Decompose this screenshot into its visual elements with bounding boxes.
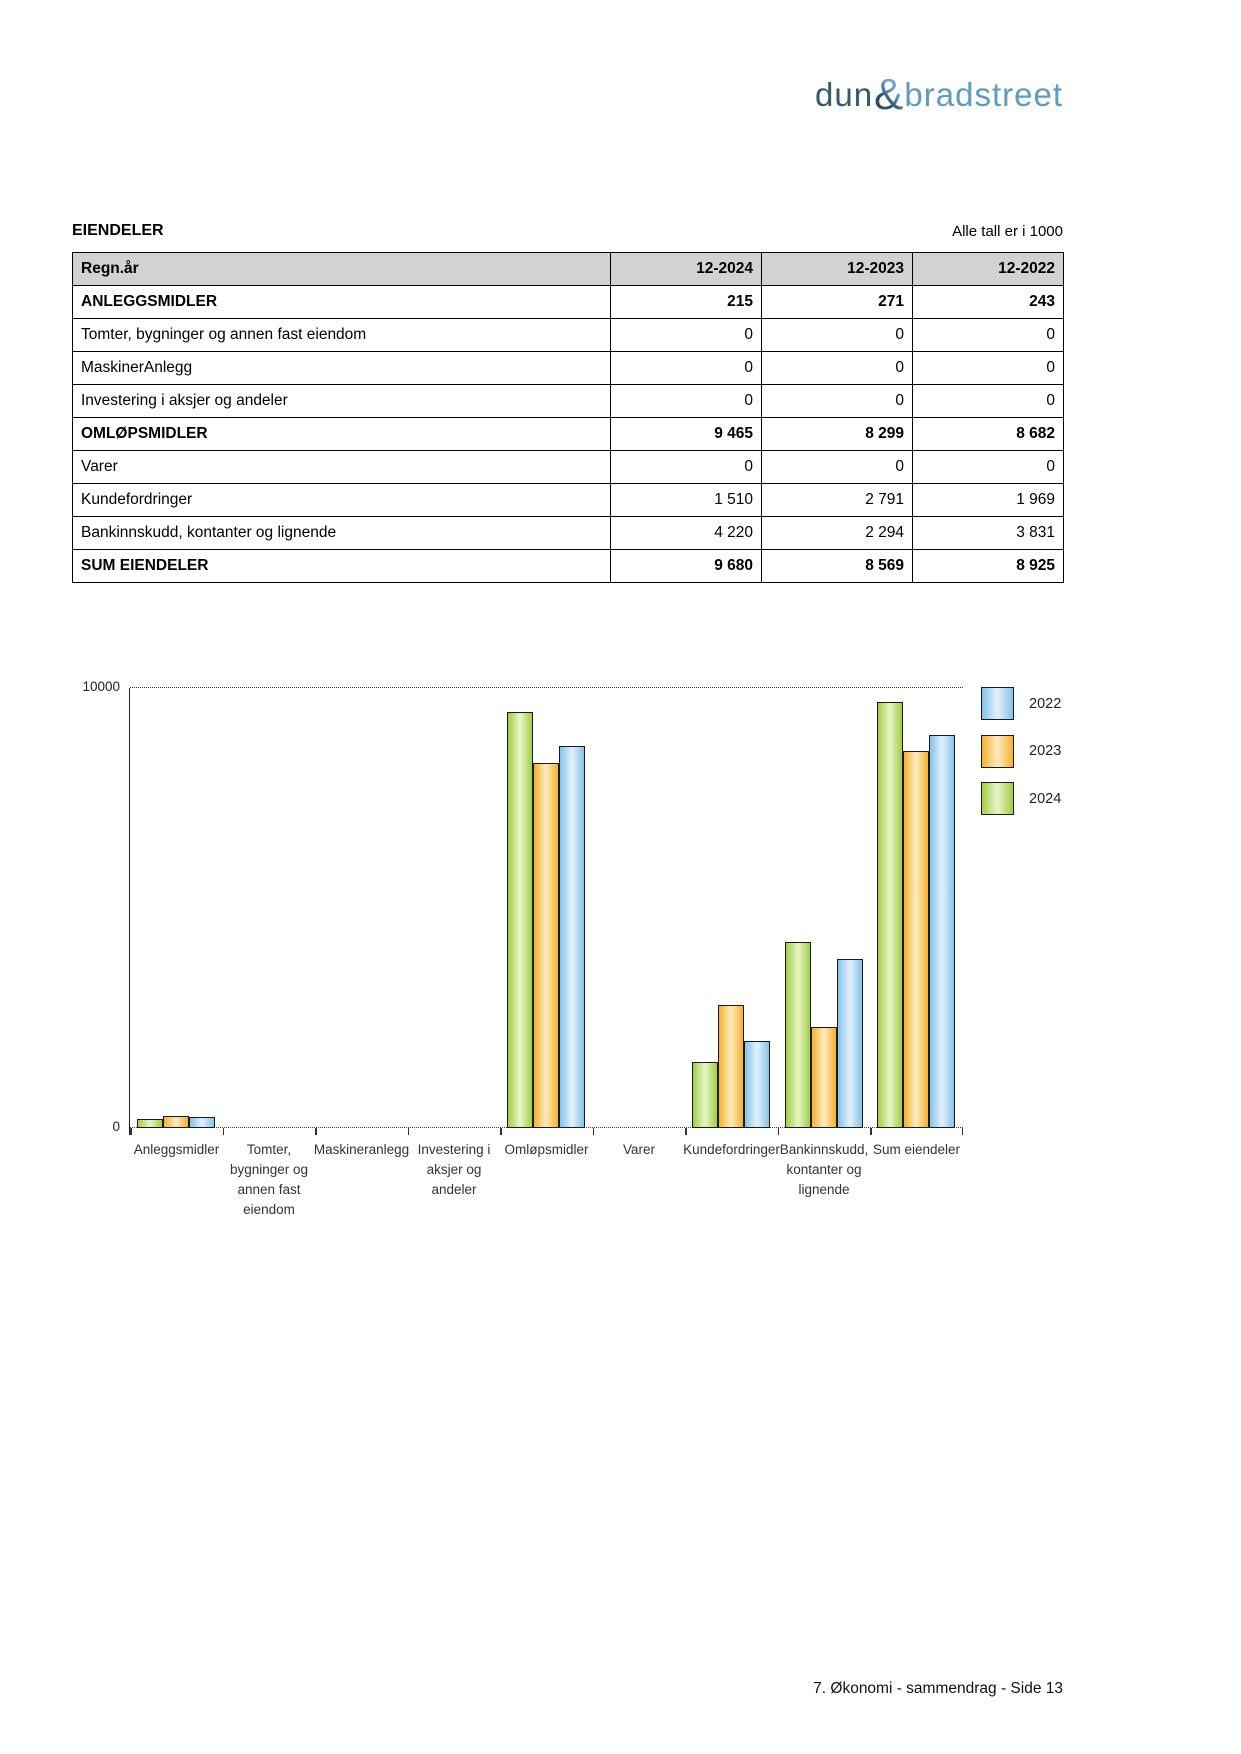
row-value: 243 (913, 286, 1064, 319)
y-tick-label-10000: 10000 (82, 679, 120, 694)
row-label: OMLØPSMIDLER (73, 418, 611, 451)
row-value: 0 (611, 451, 762, 484)
y-axis-line (129, 688, 131, 1135)
legend-label-2024: 2024 (1029, 790, 1062, 807)
row-value: 9 680 (611, 550, 762, 583)
row-value: 215 (611, 286, 762, 319)
legend-item-2023 (981, 735, 1061, 768)
axis-tick (130, 1128, 132, 1135)
logo-text-bradstreet: bradstreet (904, 76, 1063, 113)
table-row (73, 451, 1064, 484)
table-row (73, 484, 1064, 517)
section-title: EIENDELER (72, 222, 164, 239)
bar-2024 (137, 1119, 163, 1128)
row-label: MaskinerAnlegg (73, 352, 611, 385)
row-value: 271 (762, 286, 913, 319)
assets-table (72, 252, 1064, 583)
row-value: 8 569 (762, 550, 913, 583)
row-value: 0 (762, 352, 913, 385)
row-value: 0 (762, 385, 913, 418)
assets-table-body (73, 286, 1064, 583)
bar-2023 (533, 763, 559, 1128)
category-label: Tomter, bygninger og annen fast eiendom (229, 1142, 309, 1217)
row-value: 8 682 (913, 418, 1064, 451)
header-cell: Regn.år (73, 253, 611, 286)
legend-swatch-2024 (981, 782, 1014, 815)
row-value: 8 299 (762, 418, 913, 451)
row-value: 0 (913, 451, 1064, 484)
header-cell: 12-2024 (611, 253, 762, 286)
bar-2022 (189, 1117, 215, 1128)
table-row (73, 286, 1064, 319)
table-row (73, 517, 1064, 550)
bar-2023 (903, 751, 929, 1128)
axis-tick (593, 1128, 595, 1135)
row-label: Kundefordringer (73, 484, 611, 517)
y-tick-label-0: 0 (112, 1119, 120, 1134)
table-row (73, 319, 1064, 352)
axis-tick (315, 1128, 317, 1135)
bar-2024 (692, 1062, 718, 1128)
bar-2022 (559, 746, 585, 1128)
table-row (73, 352, 1064, 385)
row-value: 0 (611, 352, 762, 385)
row-value: 0 (913, 385, 1064, 418)
table-row (73, 418, 1064, 451)
row-value: 3 831 (913, 517, 1064, 550)
row-label: Tomter, bygninger og annen fast eiendom (73, 319, 611, 352)
row-label: Varer (73, 451, 611, 484)
bar-2023 (811, 1027, 837, 1128)
bar-2022 (837, 959, 863, 1128)
row-value: 0 (913, 352, 1064, 385)
table-header-row (73, 253, 1064, 286)
category-label: Omløpsmidler (504, 1142, 589, 1157)
category-label: Bankinnskudd, kontanter og lignende (779, 1142, 869, 1197)
legend-label-2023: 2023 (1029, 743, 1062, 759)
header-cell: 12-2023 (762, 253, 913, 286)
legend-swatch-2022 (981, 687, 1014, 720)
logo-text-dun: dun (814, 76, 874, 113)
category-label: Kundefordringer (683, 1142, 780, 1157)
table-row (73, 385, 1064, 418)
row-value: 4 220 (611, 517, 762, 550)
bar-2024 (507, 712, 533, 1128)
row-value: 2 294 (762, 517, 913, 550)
header-cell: 12-2022 (913, 253, 1064, 286)
row-value: 0 (762, 451, 913, 484)
axis-tick (500, 1128, 502, 1135)
chart-legend (981, 687, 1061, 815)
row-value: 1 969 (913, 484, 1064, 517)
bar-2023 (163, 1116, 189, 1128)
row-value: 0 (913, 319, 1064, 352)
bar-2023 (718, 1005, 744, 1128)
bar-2024 (877, 702, 903, 1128)
category-label: Investering i aksjer og andeler (417, 1142, 491, 1197)
axis-tick (685, 1128, 687, 1135)
row-label: SUM EIENDELER (73, 550, 611, 583)
axis-tick (778, 1128, 780, 1135)
bar-2022 (744, 1041, 770, 1128)
axis-tick (408, 1128, 410, 1135)
row-value: 0 (611, 319, 762, 352)
row-value: 9 465 (611, 418, 762, 451)
row-value: 2 791 (762, 484, 913, 517)
legend-swatch-2023 (981, 735, 1014, 768)
category-label: Varer (622, 1142, 655, 1157)
row-label: ANLEGGSMIDLER (73, 286, 611, 319)
axis-tick (870, 1128, 872, 1135)
chart-plot (82, 679, 963, 1217)
axis-tick (223, 1128, 225, 1135)
bar-2022 (929, 735, 955, 1128)
gridline-10000 (130, 687, 963, 688)
bar-2024 (785, 942, 811, 1128)
category-label: Sum eiendeler (872, 1142, 961, 1157)
row-value: 0 (611, 385, 762, 418)
row-value: 1 510 (611, 484, 762, 517)
ampersand-icon: & (874, 70, 904, 119)
legend-item-2022 (981, 687, 1061, 720)
table-row (73, 550, 1064, 583)
units-note: Alle tall er i 1000 (952, 223, 1063, 240)
category-label: Maskineranlegg (313, 1142, 410, 1157)
section-header (72, 222, 1063, 240)
row-label: Investering i aksjer og andeler (73, 385, 611, 418)
row-value: 0 (762, 319, 913, 352)
legend-label-2022: 2022 (1029, 695, 1062, 712)
axis-tick (962, 1128, 964, 1135)
dun-bradstreet-logo (814, 70, 1063, 119)
page-footer: 7. Økonomi - sammendrag - Side 13 (813, 1680, 1063, 1697)
row-value: 8 925 (913, 550, 1064, 583)
category-label: Anleggsmidler (133, 1142, 220, 1157)
legend-item-2024 (981, 782, 1061, 815)
row-label: Bankinnskudd, kontanter og lignende (73, 517, 611, 550)
